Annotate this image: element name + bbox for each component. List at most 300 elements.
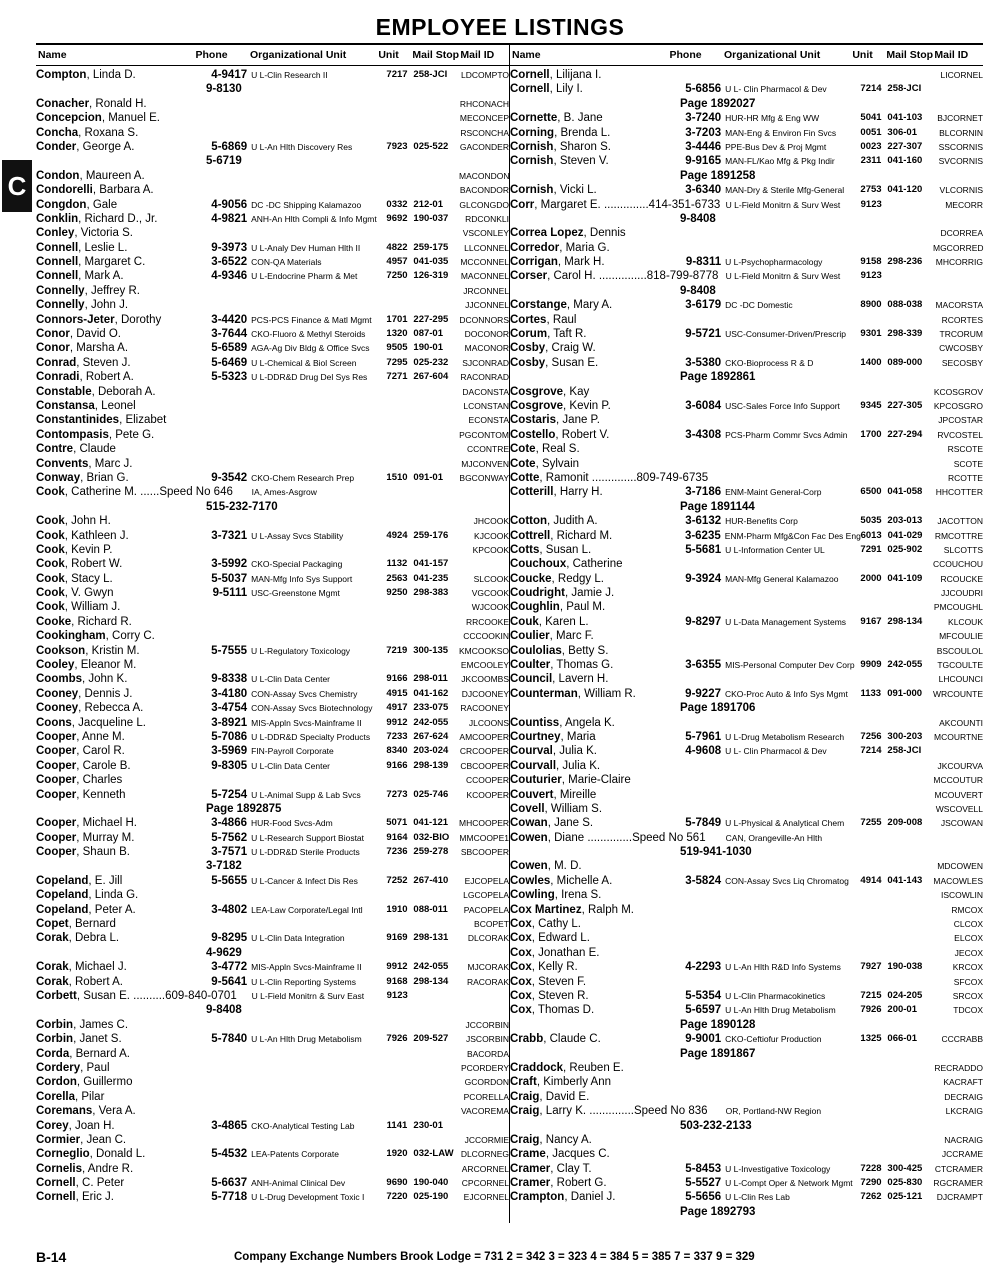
- org-unit: U L-An Hlth Discovery Res: [251, 141, 353, 152]
- mail-id: LICORNEL: [940, 70, 983, 80]
- list-item: [36, 298, 509, 312]
- org-unit: [723, 1090, 854, 1104]
- entry-row: [36, 399, 509, 413]
- entry-row: [510, 716, 983, 730]
- phone: [195, 917, 249, 931]
- mail-stop: [887, 600, 933, 614]
- entry-row: [510, 111, 983, 125]
- list-item: [510, 687, 983, 716]
- mail-stop: [413, 600, 459, 614]
- mail-stop: 190-037: [413, 212, 449, 224]
- phone: 3-5969: [211, 745, 248, 758]
- mail-id: VLCORNIS: [939, 185, 983, 196]
- phone: 5-5655: [211, 874, 248, 887]
- list-item: [510, 672, 983, 686]
- unit-number: 9167: [860, 615, 882, 627]
- list-item: [510, 730, 983, 744]
- org-unit: [249, 1162, 380, 1176]
- mail-stop: [413, 183, 459, 197]
- last-name: Cosby: [510, 356, 546, 369]
- entry-row: [36, 212, 509, 226]
- employee-name: [510, 154, 669, 168]
- last-name: Copet: [36, 918, 69, 931]
- mail-stop: [413, 917, 459, 931]
- entry-row: [36, 543, 509, 557]
- secondary-line: 4-9629: [206, 946, 242, 959]
- mail-id: JRCONNEL: [463, 285, 509, 296]
- org-unit: U L-Clin Res Lab: [725, 1192, 790, 1203]
- phone: 3-7321: [211, 529, 248, 542]
- last-name: Cortes: [510, 313, 547, 326]
- mail-stop: [888, 269, 934, 283]
- org-unit: [723, 68, 854, 82]
- unit-number: [381, 413, 414, 427]
- list-item: [36, 931, 509, 960]
- entry-row: [510, 1090, 983, 1104]
- first-name: , Michael H.: [76, 817, 137, 830]
- list-item: [36, 1018, 509, 1032]
- phone: [195, 1061, 249, 1075]
- entry-row: [36, 586, 509, 600]
- entry-row: [510, 975, 983, 989]
- last-name: Cramer: [510, 1162, 551, 1175]
- employee-name: [36, 255, 195, 269]
- last-name: Coudright: [510, 587, 565, 600]
- phone: [669, 975, 723, 989]
- list-item: [510, 543, 983, 557]
- phone: [195, 126, 249, 140]
- list-item: [510, 385, 983, 399]
- last-name: Corum: [510, 328, 548, 341]
- secondary-line: Page 1892027: [680, 97, 756, 110]
- mail-id: SBCOOPER: [460, 847, 509, 858]
- last-name: Cornette: [510, 112, 558, 125]
- phone: [669, 931, 723, 945]
- first-name: , M. D.: [547, 860, 582, 873]
- phone: [669, 1075, 723, 1089]
- list-item: [36, 356, 509, 370]
- org-unit: [249, 629, 380, 643]
- mail-id: JJCONNEL: [465, 300, 509, 311]
- first-name: , John K.: [82, 673, 128, 686]
- employee-name: [510, 1133, 669, 1147]
- mail-id: DCONNORS: [459, 314, 509, 325]
- employee-name: [510, 917, 669, 931]
- last-name: Connelly: [36, 299, 85, 312]
- entry-row: [36, 1133, 509, 1147]
- employee-name: [510, 672, 669, 686]
- list-item: [510, 874, 983, 888]
- mail-id: MJCONVEN: [461, 458, 509, 469]
- phone: 3-4772: [211, 961, 248, 974]
- phone: [669, 241, 723, 255]
- employee-name: [510, 730, 669, 744]
- employee-name: [510, 313, 669, 327]
- org-unit: [723, 1075, 854, 1089]
- mail-stop: 041-103: [887, 112, 923, 124]
- unit-number: [855, 442, 888, 456]
- header-org: Organizational Unit: [723, 49, 821, 61]
- employee-name: [510, 802, 669, 816]
- list-item: [36, 140, 509, 169]
- last-name: Copeland: [36, 903, 89, 916]
- unit-number: [855, 1061, 888, 1075]
- entry-row: [510, 615, 983, 629]
- unit-number: 0051: [860, 126, 882, 138]
- employee-name: [36, 600, 195, 614]
- mail-stop: 041-029: [887, 529, 923, 541]
- mail-id: BACONDOR: [459, 185, 509, 196]
- phone: 3-6522: [211, 256, 248, 269]
- employee-name: [36, 557, 195, 571]
- entry-row: [510, 471, 983, 485]
- first-name: , John J.: [84, 299, 129, 312]
- header-phone: Phone: [669, 49, 702, 61]
- entry-row: [36, 1176, 509, 1190]
- list-item: [36, 600, 509, 614]
- org-unit: [724, 471, 855, 485]
- secondary-line: Page 1891706: [680, 702, 756, 715]
- last-name: Cordon: [36, 1076, 77, 1089]
- first-name: , Clay T.: [550, 1162, 592, 1175]
- entry-row: [510, 428, 983, 442]
- list-item: [510, 514, 983, 528]
- org-unit: [249, 442, 380, 456]
- entry-row: [36, 1018, 509, 1032]
- first-name: , Margaret C.: [78, 256, 146, 269]
- last-name: Counterman: [510, 687, 578, 700]
- first-name: , Deborah A.: [91, 385, 156, 398]
- mail-stop: [413, 658, 459, 672]
- list-item: [510, 313, 983, 327]
- first-name: , Pete G.: [108, 428, 155, 441]
- phone: [669, 413, 723, 427]
- list-item: [510, 471, 983, 485]
- employee-name: [36, 370, 195, 384]
- mail-stop: [888, 831, 934, 845]
- list-item: [510, 140, 983, 154]
- phone: [195, 1133, 249, 1147]
- mail-stop: 298-131: [413, 932, 449, 944]
- mail-stop: 298-134: [887, 615, 923, 627]
- first-name: , Karen L.: [538, 615, 589, 628]
- first-name: , Kimberly Ann: [536, 1076, 611, 1089]
- mail-stop: 190-040: [413, 1177, 449, 1189]
- entry-row: [510, 68, 983, 82]
- mail-id: RSCONCHA: [460, 127, 509, 138]
- first-name: , Eric J.: [75, 1191, 114, 1204]
- employee-name: [36, 615, 195, 629]
- list-item: [36, 442, 509, 456]
- mail-stop: 041-235: [413, 572, 449, 584]
- employee-name: [510, 975, 669, 989]
- entry-row: [36, 600, 509, 614]
- last-name: Couchoux: [510, 558, 567, 571]
- list-item: [510, 442, 983, 456]
- phone: 5-7718: [211, 1191, 248, 1204]
- last-name: Cook: [36, 486, 65, 499]
- entry-row: [36, 428, 509, 442]
- unit-number: [381, 226, 414, 240]
- employee-name: [36, 399, 195, 413]
- entry-row: [36, 888, 509, 902]
- first-name: , Carole B.: [76, 759, 131, 772]
- org-unit: [249, 284, 380, 298]
- org-unit: U L-Animal Supp & Lab Svcs: [251, 789, 361, 800]
- mail-stop: 190-038: [887, 961, 923, 973]
- entry-row: [36, 341, 509, 355]
- last-name: Conradi: [36, 371, 80, 384]
- unit-number: 9912: [386, 716, 408, 728]
- list-item: [510, 557, 983, 571]
- phone: [669, 68, 723, 82]
- org-unit: [249, 615, 380, 629]
- phone: [195, 543, 249, 557]
- unit-number: [380, 169, 413, 183]
- unit-number: [381, 888, 414, 902]
- unit-number: [855, 644, 888, 658]
- unit-number: [855, 1133, 888, 1147]
- last-name: Costello: [510, 428, 556, 441]
- phone: [669, 442, 723, 456]
- left-entries: [36, 66, 509, 1205]
- mail-id: AMCOOPER: [459, 731, 509, 742]
- unit-number: 7291: [860, 543, 882, 555]
- unit-number: 8340: [386, 745, 408, 757]
- unit-number: [855, 859, 888, 873]
- list-item: [36, 514, 509, 528]
- employee-name: [510, 183, 669, 197]
- phone: 4-9056: [211, 198, 248, 211]
- first-name: , Donald L.: [89, 1148, 146, 1161]
- first-name: , Judith A.: [547, 515, 598, 528]
- entry-row: [510, 1162, 983, 1176]
- unit-number: [381, 298, 414, 312]
- header-unit: Unit: [852, 49, 873, 61]
- org-unit: U L-Endocrine Pharm & Met: [251, 271, 358, 282]
- list-item: [36, 701, 509, 715]
- phone: [669, 600, 723, 614]
- employee-name: [36, 1147, 195, 1161]
- org-unit: [723, 802, 854, 816]
- list-item: [510, 1147, 983, 1161]
- last-name: Cook: [36, 515, 65, 528]
- entry-row: [510, 960, 983, 974]
- employee-name: [36, 845, 195, 859]
- phone: 3-7186: [685, 486, 722, 499]
- mail-stop: 088-011: [413, 903, 448, 915]
- mail-stop: [413, 773, 459, 787]
- phone: 9-5721: [685, 328, 722, 341]
- org-unit: ANH-Animal Clinical Dev: [251, 1178, 346, 1189]
- first-name: , Paul M.: [559, 601, 606, 614]
- last-name: Cowling: [510, 889, 555, 902]
- first-name: , Robert A.: [79, 371, 134, 384]
- org-unit: [723, 457, 854, 471]
- first-name: , Marc J.: [88, 457, 133, 470]
- unit-number: [381, 1061, 414, 1075]
- list-item: [510, 183, 983, 197]
- org-unit: [723, 385, 854, 399]
- phone: [195, 615, 249, 629]
- mail-stop: 267-604: [413, 371, 449, 383]
- first-name: , Angela K.: [559, 716, 615, 729]
- mail-stop: [887, 1061, 933, 1075]
- first-name: , Nancy A.: [539, 1133, 592, 1146]
- secondary-line: 9-8408: [206, 1004, 242, 1017]
- unit-number: 7214: [860, 83, 882, 95]
- mail-stop: 025-121: [887, 1191, 923, 1203]
- org-unit: MAN-Mfg General Kalamazoo: [725, 573, 839, 584]
- unit-number: [855, 68, 888, 82]
- first-name: , Joan H.: [68, 1119, 115, 1132]
- list-item: [36, 284, 509, 298]
- employee-name: [36, 816, 195, 830]
- entry-row: [510, 298, 983, 312]
- first-name: , Thomas D.: [531, 1004, 595, 1017]
- unit-number: 7233: [386, 730, 408, 742]
- entry-row: [510, 903, 983, 917]
- first-name: , Robert G.: [550, 1177, 607, 1190]
- employee-name: [510, 442, 669, 456]
- phone: [196, 485, 250, 499]
- last-name: Condon: [36, 169, 80, 182]
- unit-number: 7220: [386, 1191, 408, 1203]
- entry-row: [510, 529, 983, 543]
- org-unit: U L-Chemical & Biol Screen: [251, 357, 357, 368]
- mail-stop: [887, 1090, 933, 1104]
- last-name: Constantinides: [36, 414, 120, 427]
- mail-stop: [413, 1162, 459, 1176]
- phone: 3-6355: [685, 659, 722, 672]
- phone: [669, 859, 723, 873]
- mail-stop: [413, 442, 459, 456]
- mail-id: GLCONGDO: [459, 199, 509, 210]
- unit-number: 5035: [860, 515, 882, 527]
- last-name: Couturier: [510, 774, 562, 787]
- mail-stop: 041-058: [887, 486, 923, 498]
- org-unit: MIS-Personal Computer Dev Corp: [725, 660, 855, 671]
- last-name: Cox: [510, 975, 532, 988]
- employee-name: [36, 356, 195, 370]
- last-name: Costaris: [510, 414, 557, 427]
- mail-id: SJCONRAD: [462, 357, 509, 368]
- employee-name: [510, 356, 669, 370]
- unit-number: 7236: [386, 846, 408, 858]
- phone: 3-4865: [211, 1119, 248, 1132]
- last-name: Cornish: [510, 140, 554, 153]
- employee-name: [510, 255, 669, 269]
- org-unit: CKO-Bioprocess R & D: [725, 357, 814, 368]
- unit-number: 5071: [386, 817, 408, 829]
- mail-stop: 091-000: [887, 687, 923, 699]
- mail-id: JSCOWAN: [940, 818, 983, 829]
- phone: [670, 269, 724, 283]
- last-name: Countiss: [510, 716, 560, 729]
- unit-number: [855, 313, 888, 327]
- employee-name: [36, 917, 195, 931]
- unit-number: [381, 514, 414, 528]
- exchange-numbers: Company Exchange Numbers Brook Lodge = 731 2 = 342 3 = 323 4 = 384 5 = 385 7 = 337 9 = 329: [234, 1251, 755, 1263]
- mail-id: RDCONKLI: [465, 213, 509, 224]
- last-name: Conor: [36, 328, 70, 341]
- employee-name: [36, 744, 195, 758]
- list-item: [36, 687, 509, 701]
- entry-row: [36, 615, 509, 629]
- unit-number: [855, 413, 888, 427]
- list-item: [510, 1090, 983, 1104]
- mail-id: CCCRABB: [941, 1034, 983, 1045]
- entry-row: [36, 457, 509, 471]
- first-name: , Ramonit ..............809-749-6735: [539, 471, 709, 484]
- org-unit: AGA-Ag Div Bldg & Office Svcs: [251, 343, 370, 354]
- mail-id: RMCOTTRE: [934, 530, 983, 541]
- mail-stop: [413, 399, 459, 413]
- unit-number: 1132: [386, 558, 408, 570]
- mail-stop: [413, 615, 459, 629]
- org-unit: CKO-Fluoro & Methyl Steroids: [251, 329, 366, 340]
- entry-row: [36, 529, 509, 543]
- last-name: Cook: [36, 587, 65, 600]
- last-name: Cormier: [36, 1133, 81, 1146]
- unit-number: 7923: [386, 140, 408, 152]
- phone: [669, 557, 723, 571]
- phone: 3-6132: [685, 515, 722, 528]
- entry-row: [36, 1032, 509, 1046]
- list-item: [510, 1003, 983, 1032]
- last-name: Cosgrove: [510, 399, 564, 412]
- list-item: [36, 658, 509, 672]
- listing-columns: [36, 43, 982, 1223]
- org-unit: [249, 1090, 380, 1104]
- org-unit: CKO-Analytical Testing Lab: [251, 1120, 355, 1131]
- first-name: , Steven R.: [531, 990, 589, 1002]
- phone: 5-8453: [685, 1162, 722, 1175]
- mail-id: MJCORAK: [467, 962, 509, 973]
- list-item: [510, 975, 983, 989]
- last-name: Copeland: [36, 874, 89, 887]
- org-unit: MIS-Appln Svcs-Mainframe II: [251, 962, 362, 973]
- phone: 5-7961: [685, 730, 722, 743]
- employee-name: [36, 1075, 195, 1089]
- mail-stop: 209-527: [413, 1033, 449, 1045]
- header-mail-id: Mail ID: [460, 49, 495, 61]
- mail-stop: [413, 111, 459, 125]
- employee-name: [36, 183, 195, 197]
- employee-name: [36, 428, 195, 442]
- list-item: [510, 241, 983, 255]
- entry-row: [36, 356, 509, 370]
- org-unit: [249, 1104, 380, 1118]
- last-name: Condorelli: [36, 184, 93, 197]
- first-name: , Linda D.: [86, 69, 136, 81]
- org-unit: U L-Information Center UL: [725, 544, 825, 555]
- mail-id: RGCRAMER: [933, 1178, 983, 1189]
- mail-stop: 089-000: [887, 356, 923, 368]
- mail-id: KPCOSGRO: [933, 400, 983, 411]
- org-unit: CKO-Proc Auto & Info Sys Mgmt: [724, 688, 848, 699]
- list-item: [36, 888, 509, 902]
- phone: [670, 831, 724, 845]
- first-name: , Richard D., Jr.: [78, 212, 158, 225]
- last-name: Craig: [510, 1133, 540, 1146]
- mail-stop: [414, 989, 460, 1003]
- mail-id: [459, 485, 509, 499]
- phone: [669, 313, 723, 327]
- list-item: [36, 1176, 509, 1190]
- list-item: [36, 788, 509, 817]
- first-name: , Andre R.: [82, 1162, 134, 1175]
